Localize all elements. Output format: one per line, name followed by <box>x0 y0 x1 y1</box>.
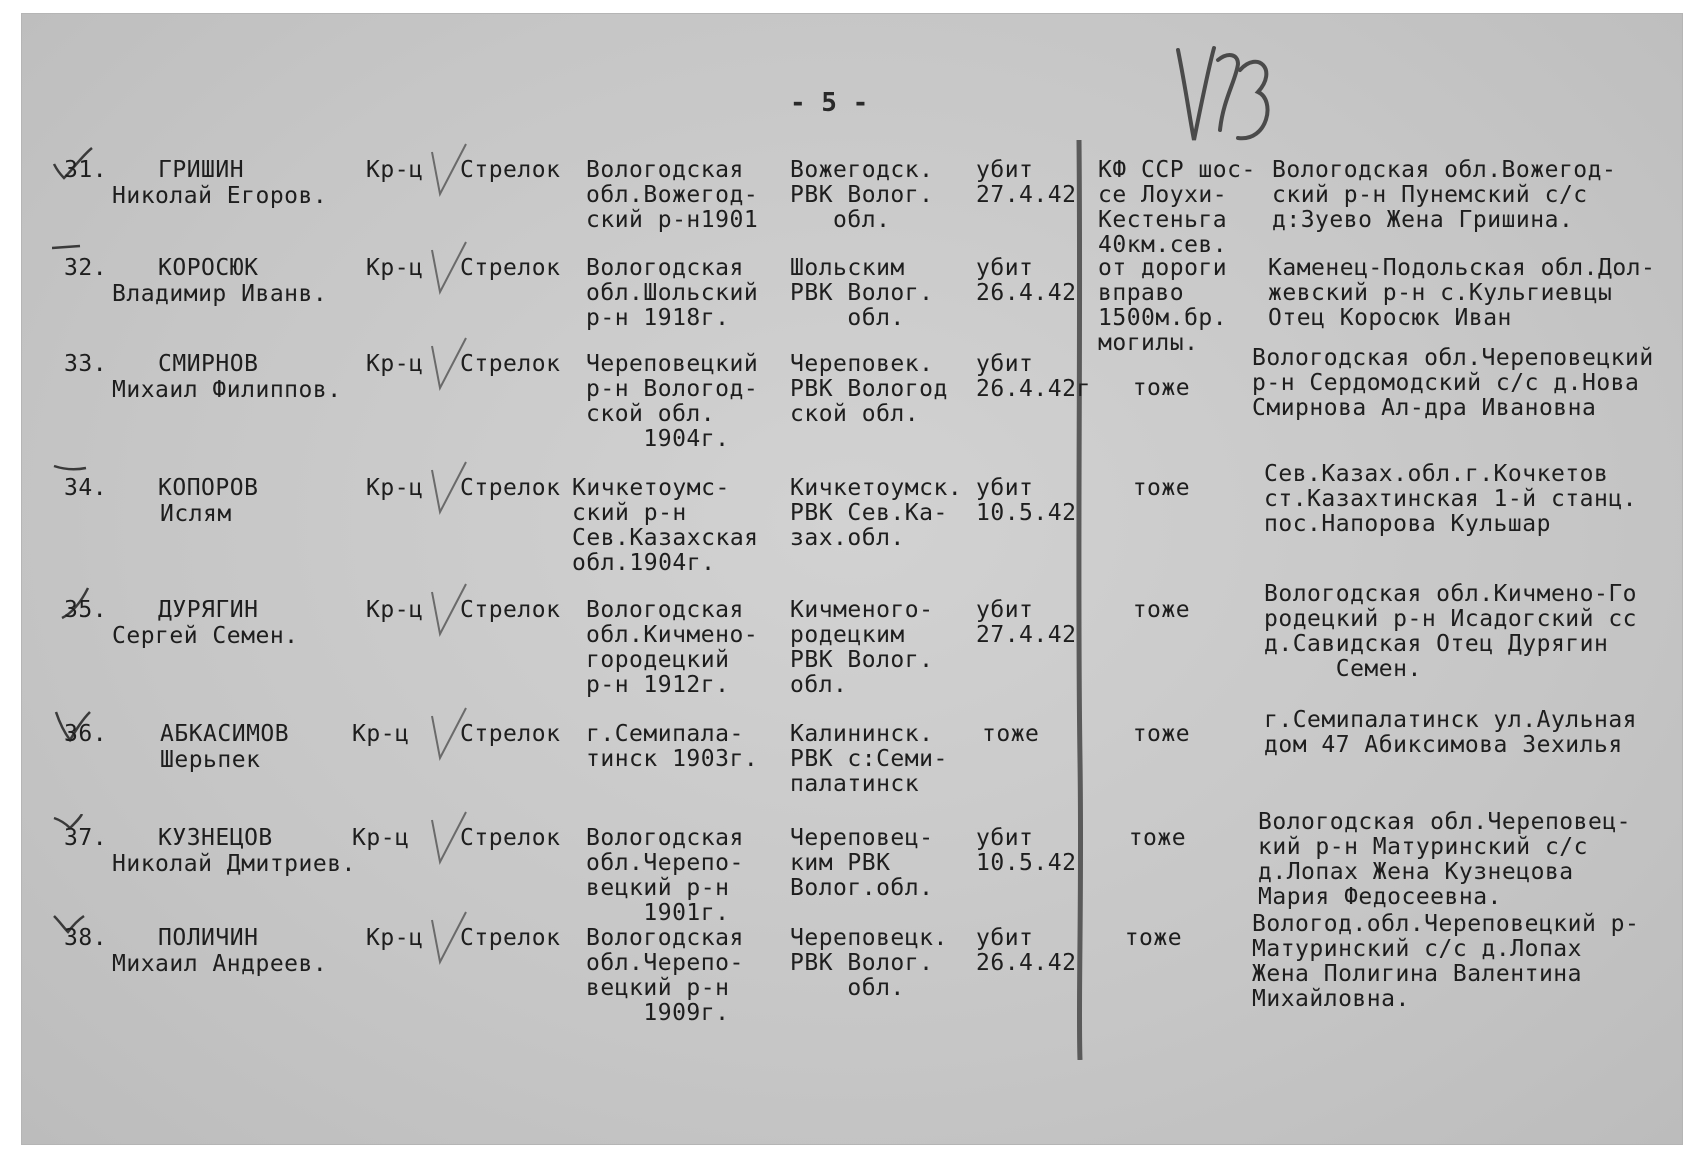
draft-office: Череповецк. РВК Волог. обл. <box>790 925 948 1001</box>
surname: ГРИШИН <box>158 157 245 183</box>
position: Стрелок <box>460 597 561 623</box>
burial-place: тоже <box>1100 825 1187 851</box>
burial-place: КФ ССР шос- се Лоухи- Кестеньга 40км.сев. <box>1098 157 1256 258</box>
record-number: 31. <box>64 157 108 183</box>
surname: ПОЛИЧИН <box>158 925 259 951</box>
first-patronymic: Сергей Семен. <box>112 623 299 649</box>
burial-place: тоже <box>1104 375 1191 401</box>
position: Стрелок <box>460 825 561 851</box>
relative-address: г.Семипалатинск ул.Аульная дом 47 Абиксимова Зехилья <box>1264 707 1638 758</box>
fate-date: убит 10.5.42 <box>976 475 1077 526</box>
birthplace-year: Вологодская обл.Вожегод- ский р-н1901 <box>586 157 759 233</box>
burial-place: тоже <box>1096 925 1183 951</box>
surname: КОРОСЮК <box>158 255 259 281</box>
relative-address: Каменец-Подольская обл.Дол- жевский р-н с.Кульгиевцы Отец Коросюк Иван <box>1268 255 1656 331</box>
relative-address: Вологод.обл.Череповецкий р- Матуринский с/с д.Лопах Жена Полигина Валентина Михайловна. <box>1252 911 1640 1012</box>
draft-office: Вожегодск. РВК Волог. обл. <box>790 157 934 233</box>
draft-office: Череповек. РВК Вологод ской обл. <box>790 351 948 427</box>
position: Стрелок <box>460 721 561 747</box>
rank: Кр-ц <box>366 597 424 623</box>
burial-place: тоже <box>1104 721 1191 747</box>
position: Стрелок <box>460 351 561 377</box>
first-patronymic: Николай Дмитриев. <box>112 851 356 877</box>
rank: Кр-ц <box>352 721 410 747</box>
first-patronymic: Шерьпек <box>160 747 261 773</box>
handwritten-archive-number <box>1168 30 1278 160</box>
first-patronymic: Николай Егоров. <box>112 183 328 209</box>
draft-office: Кичменого- родецким РВК Волог. обл. <box>790 597 934 698</box>
birthplace-year: Череповецкий р-н Вологод- ской обл. 1904г. <box>586 351 759 452</box>
position: Стрелок <box>460 925 561 951</box>
surname: СМИРНОВ <box>158 351 259 377</box>
draft-office: Калининск. РВК с:Семи- палатинск <box>790 721 948 797</box>
rank: Кр-ц <box>366 157 424 183</box>
first-patronymic: Михаил Филиппов. <box>112 377 342 403</box>
first-patronymic: Ислям <box>160 501 232 527</box>
rank: Кр-ц <box>366 351 424 377</box>
rank: Кр-ц <box>366 925 424 951</box>
fate-date: убит 26.4.42г <box>976 351 1091 402</box>
birthplace-year: г.Семипала- тинск 1903г. <box>586 721 759 772</box>
record-number: 36. <box>64 721 108 747</box>
rank: Кр-ц <box>366 475 424 501</box>
surname: КУЗНЕЦОВ <box>158 825 273 851</box>
draft-office: Череповец- ким РВК Волог.обл. <box>790 825 934 901</box>
position: Стрелок <box>460 475 561 501</box>
record-number: 32. <box>64 255 108 281</box>
page-number: - 5 - <box>790 88 869 118</box>
fate-date: убит 26.4.42 <box>976 925 1077 976</box>
first-patronymic: Владимир Иванв. <box>112 281 328 307</box>
fate-date: убит 27.4.42 <box>976 157 1077 208</box>
birthplace-year: Вологодская обл.Шольский р-н 1918г. <box>586 255 759 331</box>
birthplace-year: Вологодская обл.Кичмено- городецкий р-н 1912г. <box>586 597 759 698</box>
fate-date: тоже <box>982 721 1040 747</box>
position: Стрелок <box>460 255 561 281</box>
record-number: 37. <box>64 825 108 851</box>
record-number: 35. <box>64 597 108 623</box>
birthplace-year: Вологодская обл.Черепо- вецкий р-н 1909г. <box>586 925 744 1026</box>
relative-address: Вологодская обл.Череповецкий р-н Сердомодский с/с д.Нова Смирнова Ал-дра Ивановна <box>1252 345 1654 421</box>
surname: КОПОРОВ <box>158 475 259 501</box>
draft-office: Шольским РВК Волог. обл. <box>790 255 934 331</box>
birthplace-year: Вологодская обл.Черепо- вецкий р-н 1901г. <box>586 825 744 926</box>
draft-office: Кичкетоумск. РВК Сев.Ка- зах.обл. <box>790 475 963 551</box>
relative-address: Сев.Казах.обл.г.Кочкетов ст.Казахтинская 1-й станц. пос.Напорова Кульшар <box>1264 461 1638 537</box>
surname: ДУРЯГИН <box>158 597 259 623</box>
fate-date: убит 27.4.42 <box>976 597 1077 648</box>
position: Стрелок <box>460 157 561 183</box>
birthplace-year: Кичкетоумс- ский р-н Сев.Казахская обл.1904г. <box>572 475 759 576</box>
relative-address: Вологодская обл.Череповец- кий р-н Матуринский с/с д.Лопах Жена Кузнецова Мария Федосеевна. <box>1258 809 1632 910</box>
record-number: 34. <box>64 475 108 501</box>
rank: Кр-ц <box>366 255 424 281</box>
surname: АБКАСИМОВ <box>160 721 290 747</box>
burial-place: от дороги вправо 1500м.бр. могилы. <box>1098 255 1228 356</box>
record-number: 33. <box>64 351 108 377</box>
fate-date: убит 26.4.42 <box>976 255 1077 306</box>
fate-date: убит 10.5.42 <box>976 825 1077 876</box>
first-patronymic: Михаил Андреев. <box>112 951 328 977</box>
rank: Кр-ц <box>352 825 410 851</box>
burial-place: тоже <box>1104 475 1191 501</box>
relative-address: Вологодская обл.Кичмено-Го родецкий р-н Исадогский сс д.Савидская Отец Дурягин Семен. <box>1264 581 1638 682</box>
record-number: 38. <box>64 925 108 951</box>
relative-address: Вологодская обл.Вожегод- ский р-н Пунемский с/с д:Зуево Жена Гришина. <box>1272 157 1617 233</box>
burial-place: тоже <box>1104 597 1191 623</box>
